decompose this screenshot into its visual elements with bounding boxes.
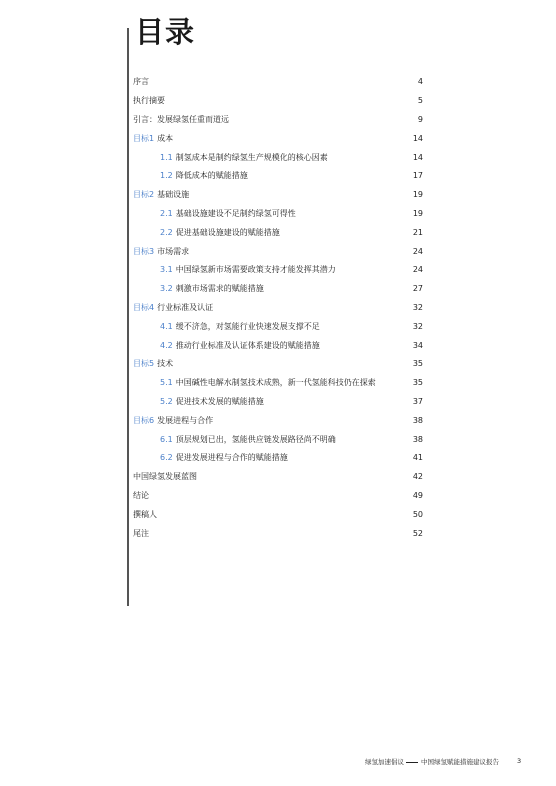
toc-page-number: 37 <box>412 396 423 406</box>
toc-section-number: 4.2 <box>160 340 173 350</box>
toc-subentry[interactable] <box>133 280 423 299</box>
toc-entry-label: 成本 <box>157 133 174 143</box>
toc-entry-label: 制氢成本是制约绿氢生产规模化的核心因素 <box>175 152 328 162</box>
toc-page-number: 35 <box>412 378 423 388</box>
page-title: 目录 <box>135 15 196 49</box>
toc-subentry[interactable] <box>133 336 423 355</box>
toc-entry-label: 撰稿人 <box>133 509 157 519</box>
toc-subentry[interactable] <box>133 374 423 393</box>
toc-entry-label: 结论 <box>133 490 149 500</box>
toc-page-number: 24 <box>412 246 423 256</box>
toc-entry-label: 促进技术发展的赋能措施 <box>175 396 264 406</box>
toc-entry-label: 技术 <box>157 359 174 369</box>
toc-entry-label: 基础设施建设不足制约绿氢可得性 <box>175 208 296 218</box>
toc-page-number: 19 <box>412 190 423 200</box>
toc-page-number: 4 <box>417 77 423 87</box>
toc-section-number: 5.2 <box>160 396 173 406</box>
toc-goal-tag: 目标5 <box>133 359 155 369</box>
toc-page-number: 5 <box>417 96 423 106</box>
footer-report-title: 中国绿氢赋能措施建议报告 <box>421 758 499 766</box>
toc-page-number: 21 <box>412 227 423 237</box>
toc-page-number: 27 <box>412 284 423 294</box>
toc-entry[interactable] <box>133 242 423 261</box>
toc-entry-label: 缓不济急，对氢能行业快速发展支撑不足 <box>175 321 320 331</box>
toc-page-number: 52 <box>412 528 423 538</box>
toc-entry-label: 降低成本的赋能措施 <box>175 171 248 181</box>
toc-page-number: 17 <box>412 171 423 181</box>
toc-section-number: 5.1 <box>160 378 173 388</box>
toc-entry-label: 引言：发展绿氢任重而道远 <box>133 114 229 124</box>
toc-entry[interactable] <box>133 411 423 430</box>
toc-entry-label: 行业标准及认证 <box>157 302 214 312</box>
table-of-contents <box>133 73 423 543</box>
toc-entry[interactable] <box>133 524 423 543</box>
toc-page-number: 32 <box>412 302 423 312</box>
toc-page-number: 35 <box>412 359 423 369</box>
toc-page-number: 38 <box>412 415 423 425</box>
toc-entry-label: 中国绿氢发展蓝图 <box>133 472 197 482</box>
toc-subentry[interactable] <box>133 261 423 280</box>
toc-subentry[interactable] <box>133 449 423 468</box>
toc-entry-label: 促进基础设施建设的赋能措施 <box>175 227 280 237</box>
toc-section-number: 2.2 <box>160 227 173 237</box>
toc-section-number: 1.1 <box>160 152 173 162</box>
toc-page-number: 19 <box>412 208 423 218</box>
toc-subentry[interactable] <box>133 223 423 242</box>
page-footer <box>0 757 556 769</box>
toc-entry-label: 中国碱性电解水制氢技术成熟，新一代氢能科技仍在探索 <box>175 378 376 388</box>
toc-entry-label: 顶层规划已出，氢能供应链发展路径尚不明确 <box>175 434 336 444</box>
toc-page-number: 32 <box>412 321 423 331</box>
toc-entry-label: 中国绿氢新市场需要政策支持才能发挥其潜力 <box>175 265 336 275</box>
toc-page-number: 34 <box>412 340 423 350</box>
footer-page-number: 3 <box>517 757 522 765</box>
toc-subentry[interactable] <box>133 205 423 224</box>
toc-page-number: 41 <box>412 453 423 463</box>
toc-subentry[interactable] <box>133 393 423 412</box>
vertical-rule <box>127 28 129 606</box>
toc-page-number: 14 <box>412 152 423 162</box>
toc-entry[interactable] <box>133 487 423 506</box>
toc-entry-label: 推动行业标准及认证体系建设的赋能措施 <box>175 340 320 350</box>
footer-initiative-name: 绿氢加速倡议 <box>365 758 404 766</box>
toc-page-number: 9 <box>417 114 423 124</box>
toc-entry[interactable] <box>133 186 423 205</box>
toc-entry-label: 刺激市场需求的赋能措施 <box>175 284 264 294</box>
toc-entry[interactable] <box>133 468 423 487</box>
toc-entry[interactable] <box>133 299 423 318</box>
toc-entry[interactable] <box>133 505 423 524</box>
toc-goal-tag: 目标6 <box>133 415 155 425</box>
toc-entry[interactable] <box>133 129 423 148</box>
toc-entry-label: 发展进程与合作 <box>157 415 214 425</box>
toc-page-number: 49 <box>412 490 423 500</box>
toc-section-number: 2.1 <box>160 208 173 218</box>
toc-subentry[interactable] <box>133 317 423 336</box>
toc-section-number: 3.2 <box>160 284 173 294</box>
toc-subentry[interactable] <box>133 148 423 167</box>
toc-section-number: 6.1 <box>160 434 173 444</box>
toc-section-number: 1.2 <box>160 171 173 181</box>
toc-entry-label: 基础设施 <box>157 190 190 200</box>
toc-section-number: 6.2 <box>160 453 173 463</box>
toc-goal-tag: 目标2 <box>133 190 155 200</box>
toc-entry-label: 序言 <box>133 77 149 87</box>
toc-entry[interactable] <box>133 355 423 374</box>
toc-entry-label: 促进发展进程与合作的赋能措施 <box>175 453 288 463</box>
toc-section-number: 3.1 <box>160 265 173 275</box>
toc-goal-tag: 目标1 <box>133 133 155 143</box>
toc-entry-label: 市场需求 <box>157 246 190 256</box>
toc-page-number: 38 <box>412 434 423 444</box>
toc-goal-tag: 目标3 <box>133 246 155 256</box>
footer-dash <box>406 762 418 763</box>
toc-page-number: 24 <box>412 265 423 275</box>
toc-section-number: 4.1 <box>160 321 173 331</box>
toc-page-number: 42 <box>412 472 423 482</box>
toc-entry[interactable] <box>133 111 423 130</box>
toc-entry-label: 执行摘要 <box>133 96 165 106</box>
toc-page-number: 14 <box>412 133 423 143</box>
toc-entry-label: 尾注 <box>133 528 149 538</box>
toc-subentry[interactable] <box>133 430 423 449</box>
toc-goal-tag: 目标4 <box>133 302 155 312</box>
toc-entry[interactable] <box>133 73 423 92</box>
toc-subentry[interactable] <box>133 167 423 186</box>
toc-entry[interactable] <box>133 92 423 111</box>
toc-page-number: 50 <box>412 509 423 519</box>
